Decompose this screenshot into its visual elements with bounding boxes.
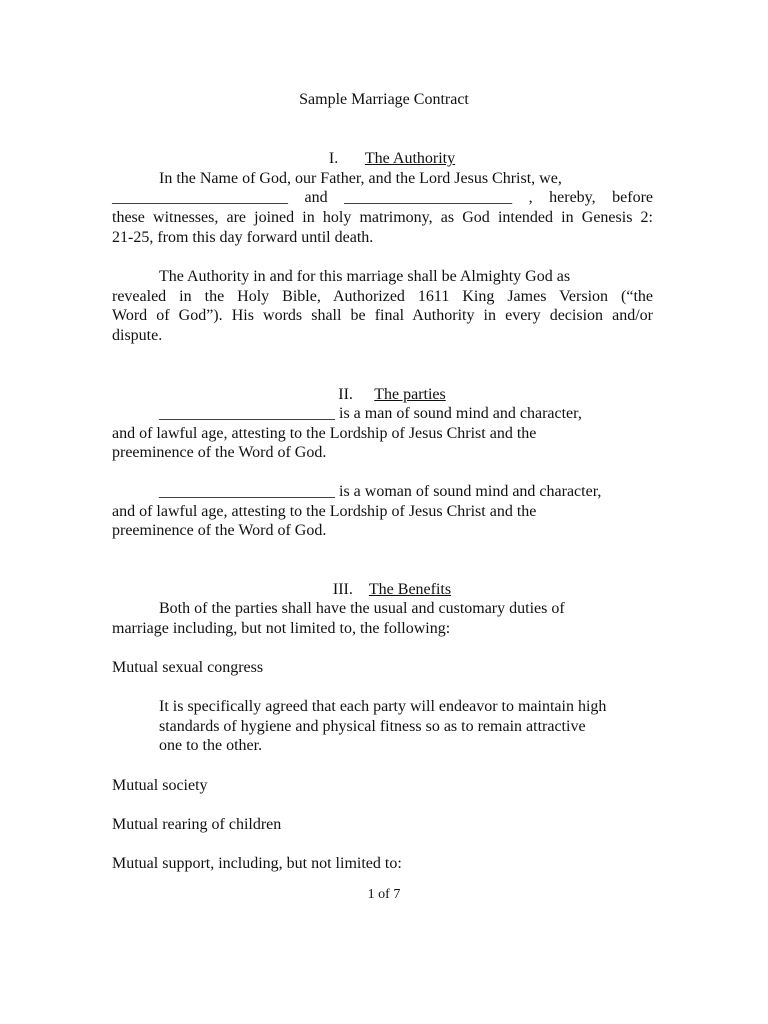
paragraph-line: revealed in the Holy Bible, Authorized 1611 King James Version (“the [112,288,653,305]
paragraph-line: ______________________ is a woman of sound mind and character, [159,483,602,500]
paragraph-line: preeminence of the Word of God. [112,444,327,461]
section-title: The Authority [364,150,456,167]
benefit-item: Mutual rearing of children [112,816,282,833]
paragraph-line: 21-25, from this day forward until death. [112,229,374,246]
section-title: The parties [374,386,446,403]
benefit-note-line: standards of hygiene and physical fitness so as to remain attractive [159,718,586,735]
benefit-note-line: one to the other. [159,737,263,754]
benefit-item: Mutual support, including, but not limited to: [112,855,402,872]
paragraph-line: dispute. [112,327,163,344]
benefit-item: Mutual society [112,777,208,794]
section-heading-underlined [329,150,455,167]
paragraph-line: and of lawful age, attesting to the Lordship of Jesus Christ and the [112,425,537,442]
paragraph-line: ______________________ is a man of sound mind and character, [159,405,582,422]
section-number: I. [328,150,339,167]
section-title: The Benefits [368,581,452,598]
paragraph-line: these witnesses, are joined in holy matrimony, as God intended in Genesis 2: [112,209,653,226]
paragraph-line: ______________________ and _____________________ , hereby, before [112,189,653,206]
paragraph-line: and of lawful age, attesting to the Lordship of Jesus Christ and the [112,503,537,520]
page-indicator: 1 of 7 [367,887,401,902]
paragraph-line: In the Name of God, our Father, and the Lord Jesus Christ, we, [159,170,562,187]
paragraph-line: marriage including, but not limited to, the following: [112,620,451,637]
section-heading-underlined [333,581,451,598]
document-title: Sample Marriage Contract [299,91,469,108]
benefit-note-line: It is specifically agreed that each party will endeavor to maintain high [159,698,607,715]
section-number: II. [338,386,353,403]
section-number: III. [332,581,353,598]
paragraph-line: Word of God”). His words shall be final Authority in every decision and/or [112,307,653,324]
paragraph-line: The Authority in and for this marriage shall be Almighty God as [159,268,571,285]
paragraph-line: Both of the parties shall have the usual and customary duties of [159,600,565,617]
section-heading-underlined [338,386,446,403]
benefit-item: Mutual sexual congress [112,659,264,676]
paragraph-line: preeminence of the Word of God. [112,522,327,539]
